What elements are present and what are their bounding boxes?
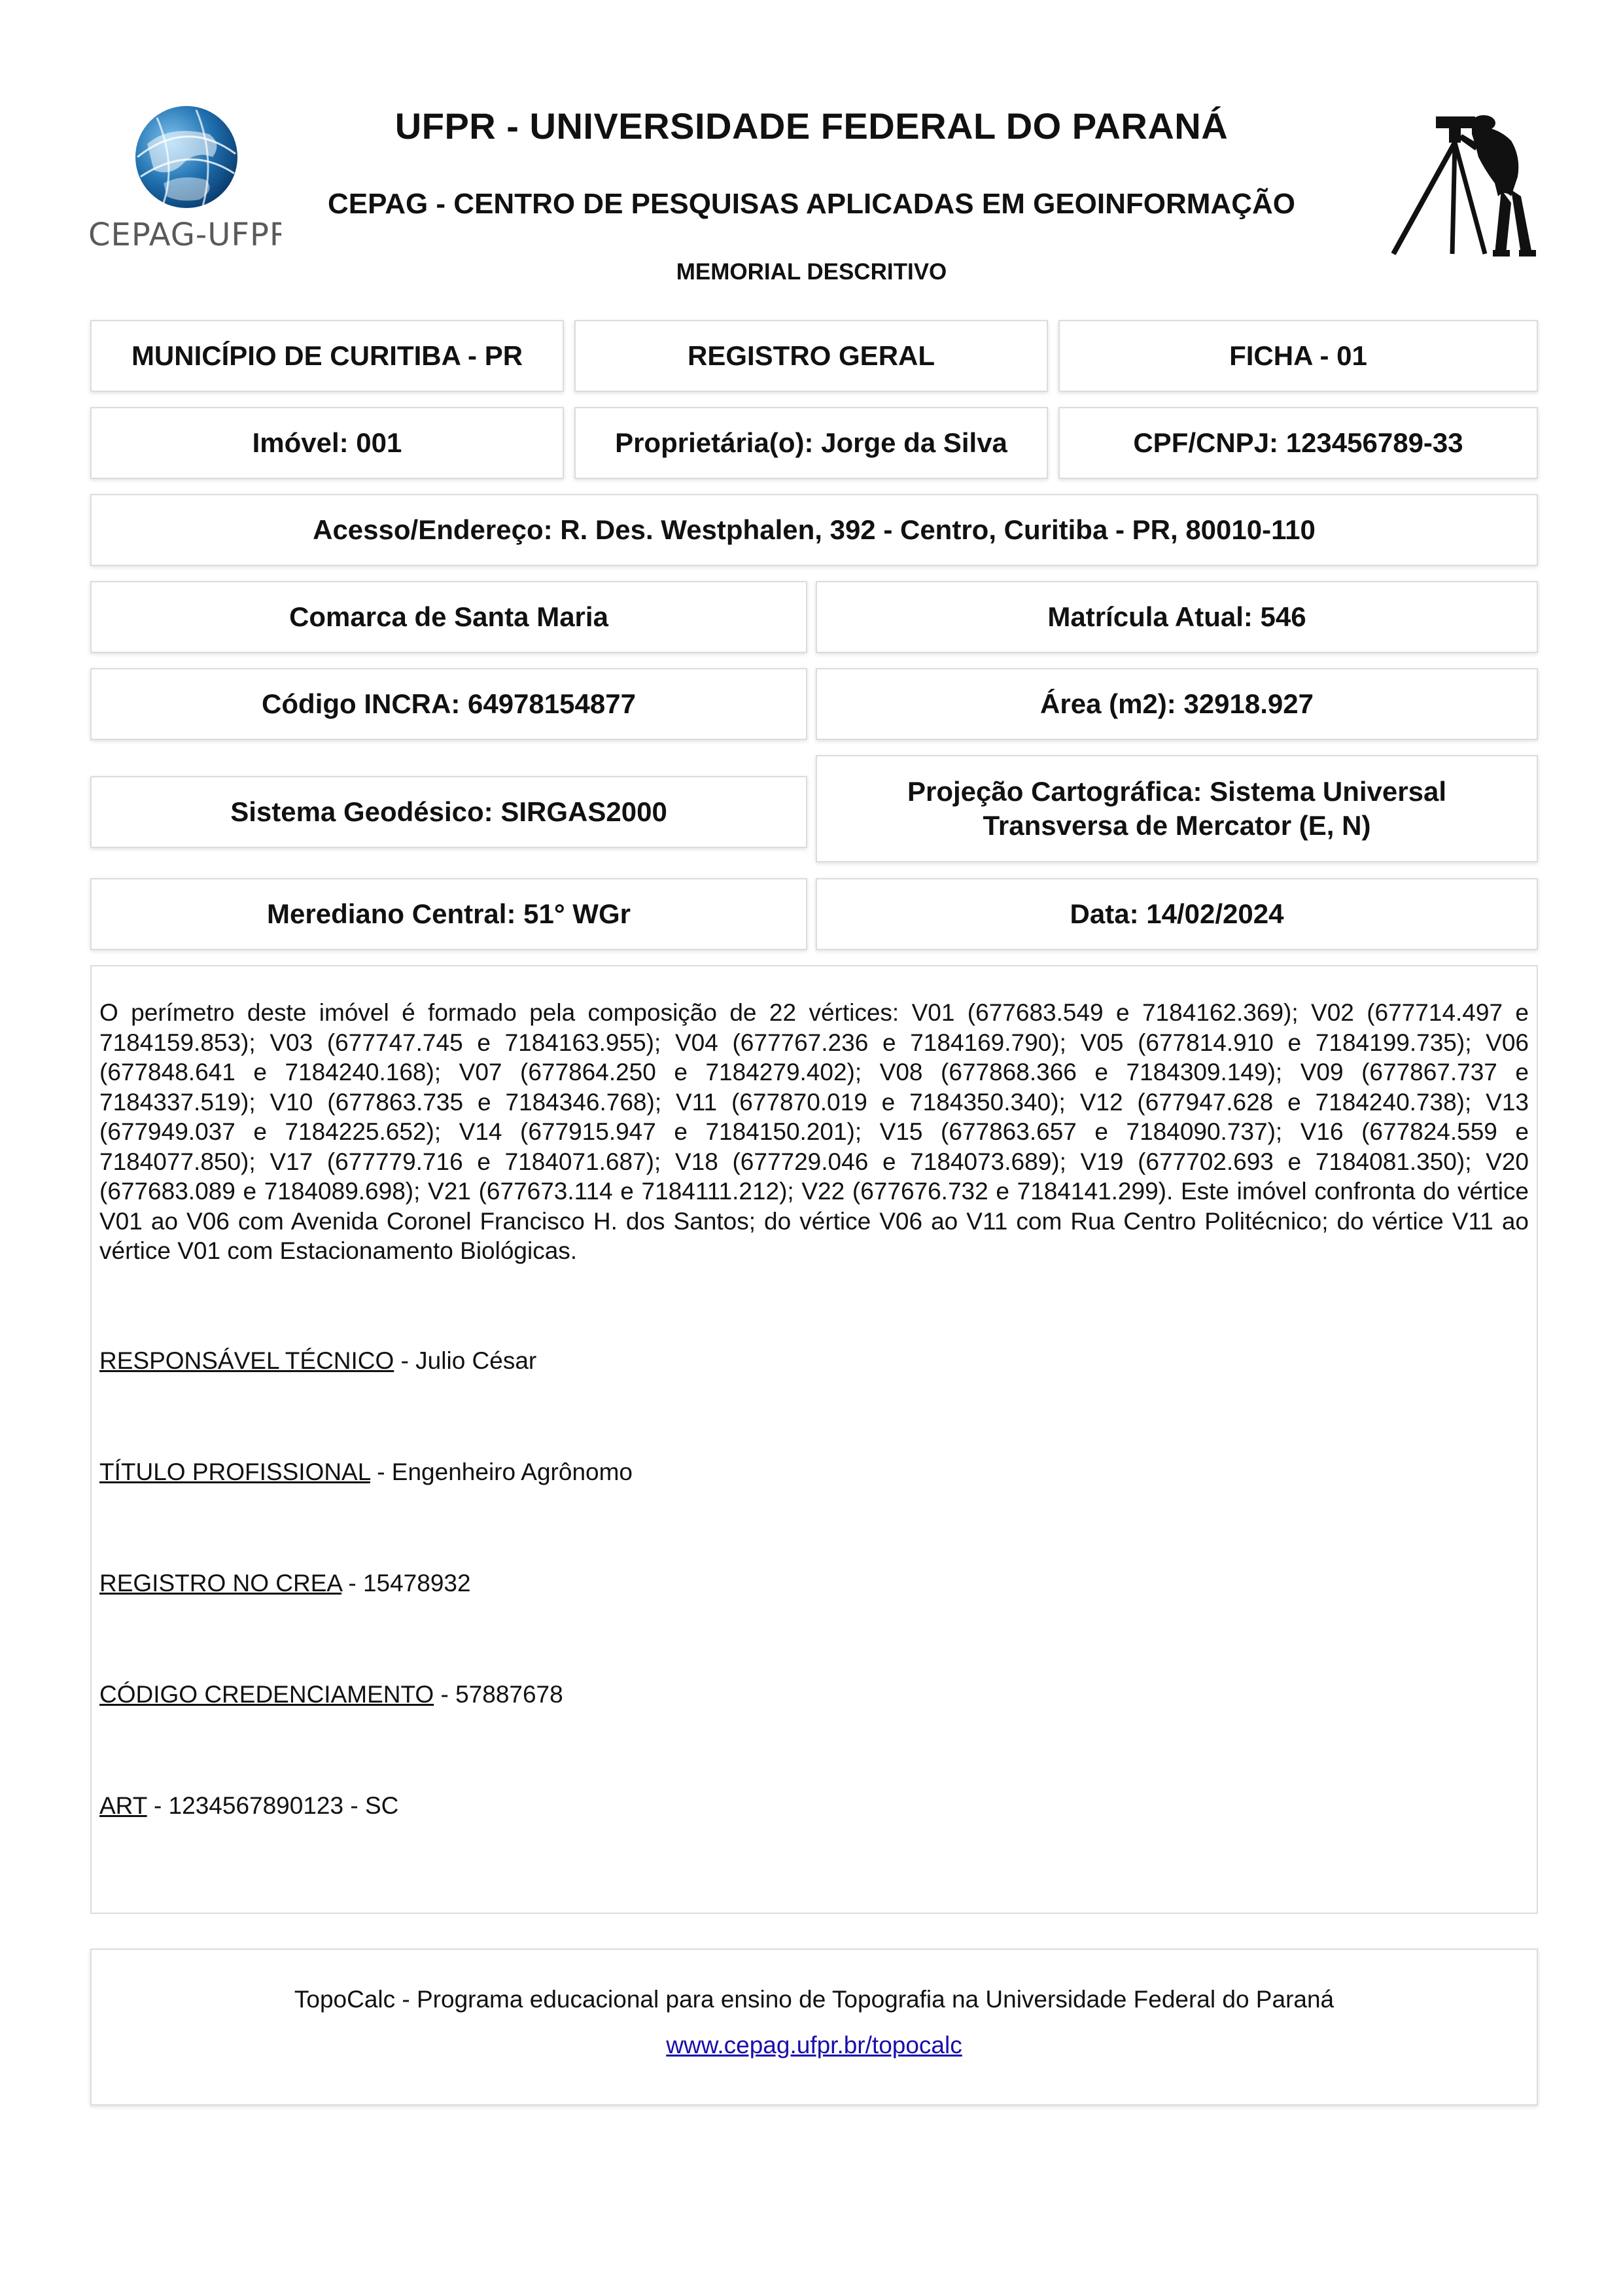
imovel-box: Imóvel: 001 [90,407,564,479]
document-type: MEMORIAL DESCRITIVO [676,259,947,285]
meridiano-box: Merediano Central: 51° WGr [90,878,807,950]
logo-text: CEPAG-UFPR [88,217,281,253]
codigo-line [99,1681,563,1708]
crea-value: - 15478932 [341,1570,471,1597]
endereco-box: Acesso/Endereço: R. Des. Westphalen, 392 - Centro, Curitiba - PR, 80010-110 [90,494,1538,566]
page-title: UFPR - UNIVERSIDADE FEDERAL DO PARANÁ [394,105,1229,147]
incra-box: Código INCRA: 64978154877 [90,668,807,740]
art-value: - 1234567890123 - SC [147,1792,399,1819]
memorial-body [90,965,1538,1914]
area-box: Área (m2): 32918.927 [816,668,1538,740]
codigo-label: CÓDIGO CREDENCIAMENTO [99,1681,434,1708]
footer [90,1949,1538,2106]
responsavel-value: - Julio César [394,1347,537,1374]
data-box: Data: 14/02/2024 [816,878,1538,950]
municipio-box: MUNICÍPIO DE CURITIBA - PR [90,320,564,392]
perimeter-description: O perímetro deste imóvel é formado pela composição de 22 vértices: V01 (677683.549 e 7184162.369); V02 (677714.497 e 7184159.853); V03 (677747.745 e 7184163.955); V04 (677767.236 e 7184169.790); V05 (677814.910 e 7184199.735); V06 (677848.641 e 7184240.168); V07 (677864.250 e 7184279.402); V08 (677868.366 e 7184309.149); V09 (677867.737 e 7184337.519); V10 (677863.735 e 7184346.768); V11 (677870.019 e 7184350.340); V12 (677947.628 e 7184240.738); V13 (677949.037 e 7184225.652); V14 (677915.947 e 7184150.201); V15 (677863.657 e 7184090.737); V16 (677824.559 e 7184077.850); V17 (677779.716 e 7184071.687); V18 (677729.046 e 7184073.689); V19 (677702.693 e 7184081.350); V20 (677683.089 e 7184089.698); V21 (677673.114 e 7184111.212); V22 (677676.732 e 7184141.299). Este imóvel confronta do vértice V01 ao V06 com Avenida Coronel Francisco H. dos Santos; do vértice V06 ao V11 com Rua Centro Politécnico; do vértice V11 ao vértice V01 com Estacionamento Biológicas. [99,999,1529,1264]
matricula-box: Matrícula Atual: 546 [816,581,1538,653]
projecao-line1: Projeção Cartográfica: Sistema Universal [907,775,1446,807]
projecao-box [816,755,1538,862]
sistema-box: Sistema Geodésico: SIRGAS2000 [90,776,807,848]
comarca-box: Comarca de Santa Maria [90,581,807,653]
titulo-value: - Engenheiro Agrônomo [370,1458,633,1485]
ficha-box: FICHA - 01 [1058,320,1538,392]
crea-label: REGISTRO NO CREA [99,1570,342,1597]
responsavel-label: RESPONSÁVEL TÉCNICO [99,1347,394,1374]
projecao-line2: Transversa de Mercator (E, N) [983,810,1371,841]
titulo-line [99,1458,633,1486]
responsavel-line [99,1347,536,1375]
codigo-value: - 57887678 [434,1681,563,1708]
crea-line [99,1570,471,1597]
art-label: ART [99,1792,147,1819]
titulo-label: TÍTULO PROFISSIONAL [99,1458,370,1485]
art-line [99,1792,398,1820]
footer-text: TopoCalc - Programa educacional para ensino de Topografia na Universidade Federal do Paraná [294,1986,1335,2013]
topocalc-link[interactable]: www.cepag.ufpr.br/topocalc [666,2032,962,2058]
cpf-box: CPF/CNPJ: 123456789-33 [1058,407,1538,479]
registro-box: REGISTRO GERAL [574,320,1048,392]
page-subtitle: CEPAG - CENTRO DE PESQUISAS APLICADAS EM GEOINFORMAÇÃO [328,188,1295,220]
proprietario-box: Proprietária(o): Jorge da Silva [574,407,1048,479]
